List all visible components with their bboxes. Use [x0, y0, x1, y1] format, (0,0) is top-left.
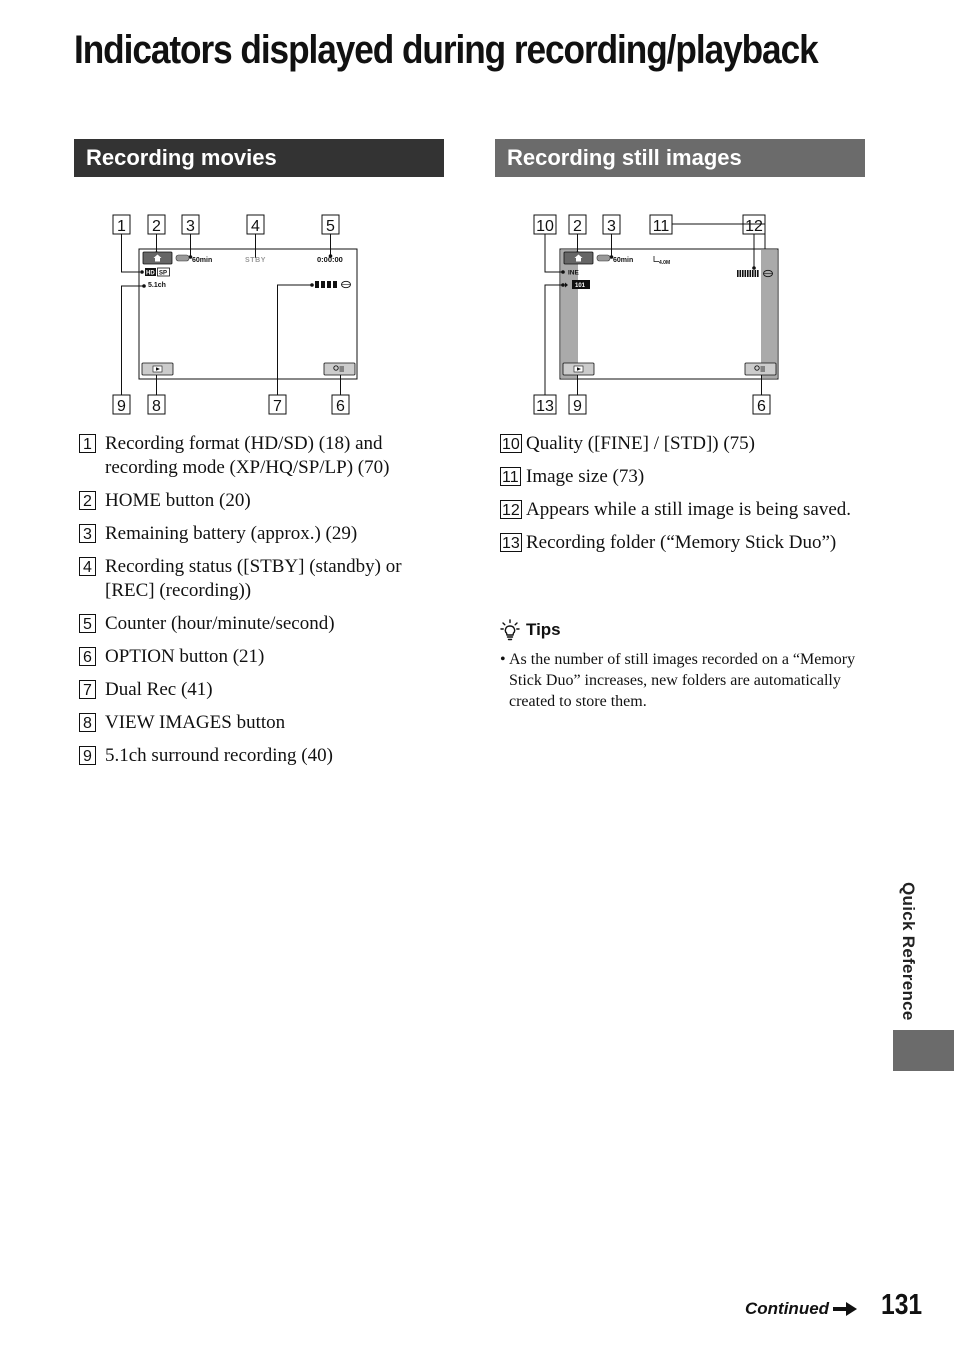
item-number: 5: [79, 614, 96, 633]
battery-icon: [176, 255, 189, 261]
callout-6-still: 6: [757, 398, 766, 415]
page-number: 131: [881, 1289, 923, 1321]
item-number: 9: [79, 746, 96, 765]
recording-still-images-heading: Recording still images: [495, 139, 865, 177]
item-number: 10: [502, 436, 520, 453]
list-item: [79, 555, 449, 603]
list-item: [79, 678, 449, 702]
item-text: Remaining battery (approx.) (29): [105, 523, 358, 544]
callout-3: 3: [186, 218, 195, 235]
arrow-right-icon: [833, 1302, 857, 1316]
list-item: [500, 432, 870, 456]
quality-indicator: INE: [568, 269, 579, 277]
callout-12: 12: [745, 218, 763, 235]
item-number: 13: [502, 535, 520, 552]
item-text: 5.1ch surround recording (40): [105, 745, 333, 766]
callout-8: 8: [152, 398, 161, 415]
callout-4: 4: [251, 218, 260, 235]
list-item: [79, 645, 449, 669]
image-size: 4.0M: [659, 260, 671, 266]
list-item: [79, 711, 449, 735]
battery-remaining: 60min: [192, 257, 213, 264]
callout-10: 10: [536, 218, 554, 235]
battery-icon-still: [597, 255, 610, 261]
item-text: Recording status ([STBY] (standby) or [REC] (recording)): [105, 556, 402, 601]
still-indicator-list: [500, 432, 870, 564]
section-tab: [893, 1030, 954, 1071]
item-number: 12: [502, 502, 520, 519]
surround-indicator: 5.1ch: [148, 282, 166, 289]
item-number: 3: [79, 524, 96, 543]
callout-2-still: 2: [573, 218, 582, 235]
movie-screen-diagram: [104, 208, 364, 420]
callout-1: 1: [117, 218, 126, 235]
list-item: [79, 489, 449, 513]
tip-item: • As the number of still images recorded on a “Memory Stick Duo” increases, new folders are automatically created to store them.: [500, 649, 870, 712]
list-item: [79, 744, 449, 768]
page-title: Indicators displayed during recording/playback: [74, 28, 818, 72]
recording-status: STBY: [245, 257, 267, 264]
item-number: 2: [79, 491, 96, 510]
callout-7: 7: [273, 398, 282, 415]
item-number: 6: [79, 647, 96, 666]
item-text: Quality ([FINE] / [STD]) (75): [526, 433, 756, 454]
still-screen-diagram: [525, 208, 785, 420]
item-text: OPTION button (21): [105, 646, 265, 667]
callout-3-still: 3: [607, 218, 616, 235]
tips-header: [500, 619, 870, 641]
list-item: [79, 612, 449, 636]
callout-13: 13: [536, 398, 554, 415]
section-side-label: [896, 882, 918, 1022]
lcd-screen: [139, 249, 357, 379]
item-number: 4: [79, 557, 96, 576]
list-item: [500, 498, 870, 522]
continued-label: Continued: [745, 1299, 830, 1318]
item-text: Dual Rec (41): [105, 679, 213, 700]
recording-movies-heading: Recording movies: [74, 139, 444, 177]
item-number: 11: [502, 469, 519, 486]
callout-9: 9: [117, 398, 126, 415]
callout-2: 2: [152, 218, 161, 235]
item-number: 8: [79, 713, 96, 732]
section-label-text: Quick Reference: [899, 882, 918, 1021]
item-number: 7: [79, 680, 96, 699]
callout-9-still: 9: [573, 398, 582, 415]
item-text: Counter (hour/minute/second): [105, 613, 335, 634]
recording-folder: 101: [575, 283, 586, 289]
callout-6: 6: [336, 398, 345, 415]
list-item: [500, 531, 870, 555]
recording-mode: SP: [159, 270, 168, 277]
saving-indicator-icon: [737, 270, 759, 277]
counter: 0:00:00: [317, 255, 343, 264]
continued-indicator: [745, 1299, 857, 1319]
list-item: [500, 465, 870, 489]
list-item: [79, 522, 449, 546]
callout-11: 11: [652, 218, 670, 235]
tips-box: [500, 619, 870, 712]
item-text: Recording format (HD/SD) (18) and recording mode (XP/HQ/SP/LP) (70): [105, 433, 390, 478]
item-text: VIEW IMAGES button: [105, 712, 286, 733]
battery-remaining-still: 60min: [613, 257, 634, 264]
item-text: Image size (73): [526, 466, 645, 487]
item-text: Recording folder (“Memory Stick Duo”): [526, 532, 837, 553]
tips-heading: Tips: [526, 620, 561, 639]
list-item: [79, 432, 449, 480]
item-text: HOME button (20): [105, 490, 251, 511]
lightbulb-icon: [500, 619, 520, 641]
callout-5: 5: [326, 218, 335, 235]
recording-format-hd: HD: [146, 270, 155, 277]
movie-indicator-list: [79, 432, 449, 777]
item-text: Appears while a still image is being saved.: [526, 499, 852, 520]
item-number: 1: [79, 434, 96, 453]
